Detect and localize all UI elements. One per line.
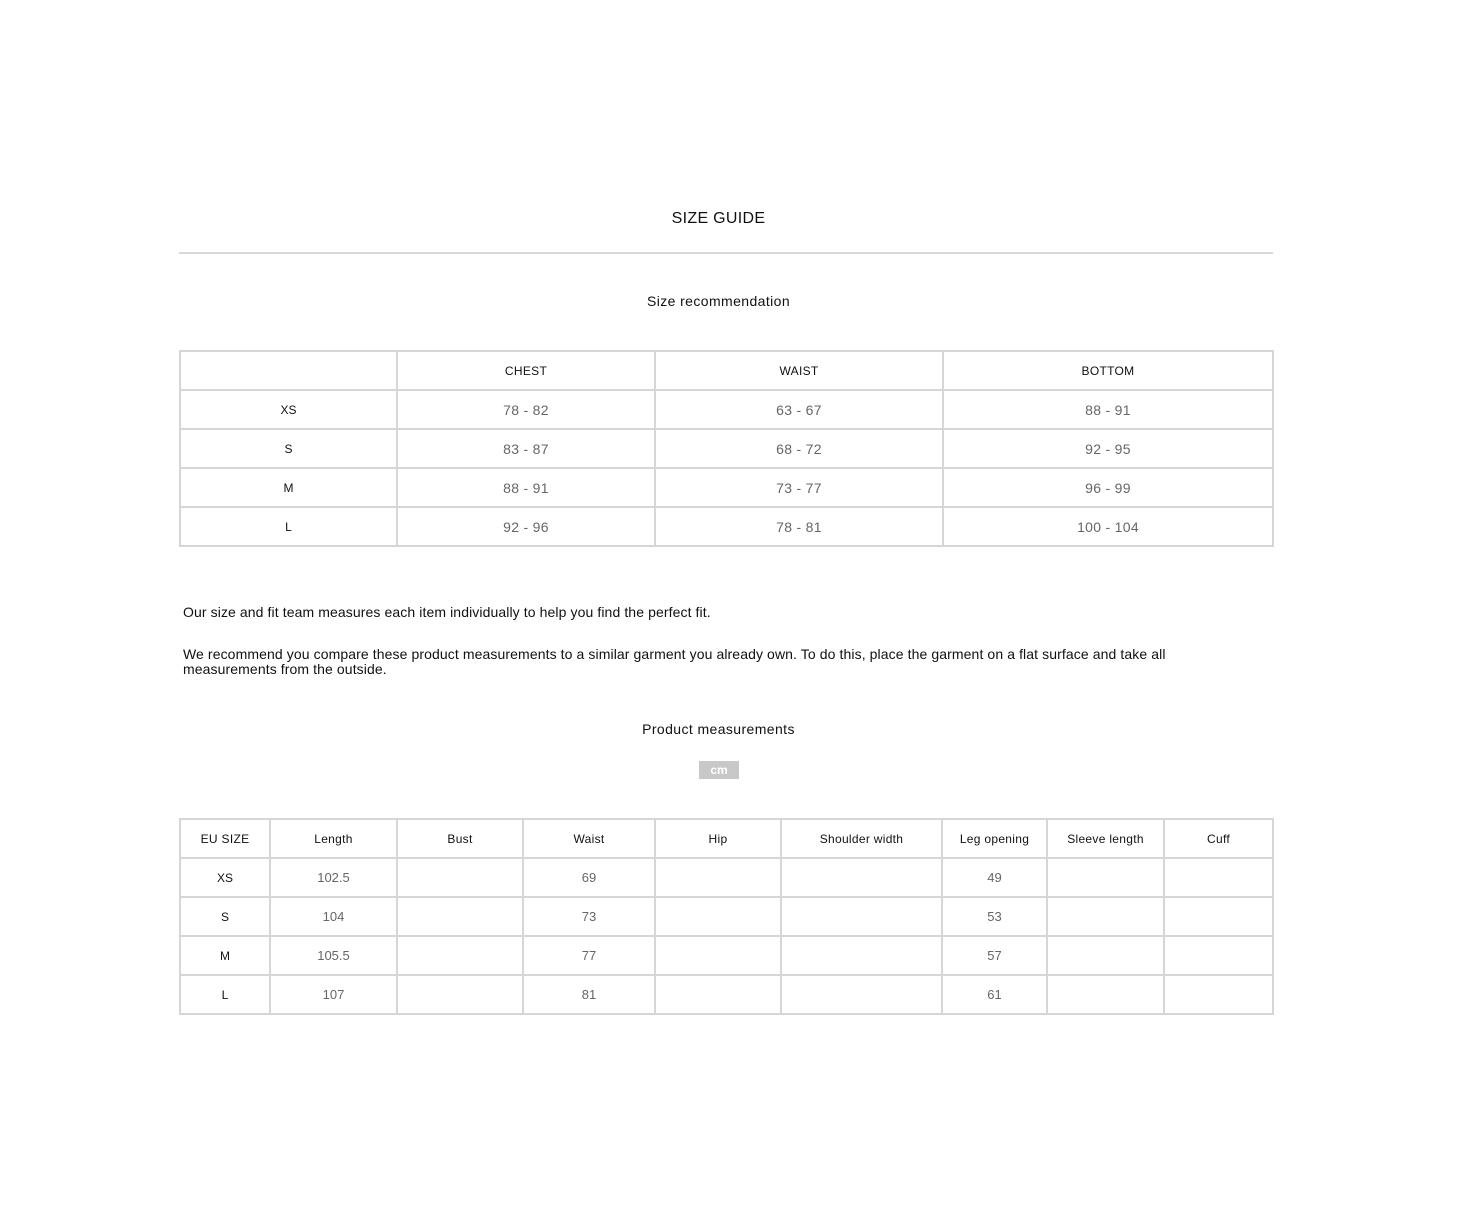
header-cell-cuff: Cuff [1164,819,1273,858]
length-cell: 105.5 [270,936,397,975]
table-row [180,429,1273,468]
hip-cell [655,858,781,897]
leg-opening-cell: 53 [942,897,1047,936]
bottom-cell: 88 - 91 [943,390,1273,429]
header-cell-bottom: BOTTOM [943,351,1273,390]
header-cell-bust: Bust [397,819,523,858]
hip-cell [655,936,781,975]
title-divider [179,252,1273,254]
cuff-cell [1164,897,1273,936]
sleeve-length-cell [1047,897,1164,936]
waist-cell: 81 [523,975,655,1014]
header-cell-leg-opening: Leg opening [942,819,1047,858]
cuff-cell [1164,858,1273,897]
waist-cell: 78 - 81 [655,507,943,546]
bust-cell [397,858,523,897]
waist-cell: 77 [523,936,655,975]
size-cell: L [180,507,397,546]
size-cell: M [180,468,397,507]
length-cell: 104 [270,897,397,936]
unit-toggle-cm[interactable]: cm [699,761,739,779]
header-cell-sleeve-length: Sleeve length [1047,819,1164,858]
page-title: SIZE GUIDE [671,210,766,227]
waist-cell: 69 [523,858,655,897]
measuring-instructions-paragraph: We recommend you compare these product measurements to a similar garment you already own. To do this, place the garment on a flat surface and take all measurements from the outside. [183,646,1166,677]
header-cell-waist: WAIST [655,351,943,390]
table-header-row [180,351,1273,390]
cuff-cell [1164,975,1273,1014]
waist-cell: 63 - 67 [655,390,943,429]
bust-cell [397,936,523,975]
cuff-cell [1164,936,1273,975]
header-cell-length: Length [270,819,397,858]
chest-cell: 78 - 82 [397,390,655,429]
table-row [180,507,1273,546]
table-row [180,858,1273,897]
header-cell-waist: Waist [523,819,655,858]
size-cell: XS [180,390,397,429]
table-row [180,936,1273,975]
sleeve-length-cell [1047,936,1164,975]
product-measurements-table [179,818,1274,1015]
sleeve-length-cell [1047,975,1164,1014]
bust-cell [397,897,523,936]
length-cell: 107 [270,975,397,1014]
bottom-cell: 96 - 99 [943,468,1273,507]
shoulder-width-cell [781,897,942,936]
header-cell-shoulder-width: Shoulder width [781,819,942,858]
leg-opening-cell: 49 [942,858,1047,897]
product-measurements-heading: Product measurements [642,721,795,737]
table-row [180,975,1273,1014]
hip-cell [655,897,781,936]
table-row [180,468,1273,507]
size-recommendation-heading: Size recommendation [647,293,790,309]
shoulder-width-cell [781,936,942,975]
shoulder-width-cell [781,858,942,897]
size-cell: S [180,429,397,468]
table-row [180,897,1273,936]
eu-size-cell: L [180,975,270,1014]
size-recommendation-table [179,350,1274,547]
shoulder-width-cell [781,975,942,1014]
header-cell-hip: Hip [655,819,781,858]
length-cell: 102.5 [270,858,397,897]
eu-size-cell: XS [180,858,270,897]
fit-note-paragraph: Our size and fit team measures each item individually to help you find the perfect fit. [183,604,711,620]
eu-size-cell: M [180,936,270,975]
header-cell-eu-size: EU SIZE [180,819,270,858]
bottom-cell: 92 - 95 [943,429,1273,468]
waist-cell: 73 - 77 [655,468,943,507]
chest-cell: 88 - 91 [397,468,655,507]
table-header-row [180,819,1273,858]
bottom-cell: 100 - 104 [943,507,1273,546]
waist-cell: 73 [523,897,655,936]
header-cell-blank [180,351,397,390]
chest-cell: 92 - 96 [397,507,655,546]
sleeve-length-cell [1047,858,1164,897]
bust-cell [397,975,523,1014]
table-row [180,390,1273,429]
hip-cell [655,975,781,1014]
header-cell-chest: CHEST [397,351,655,390]
eu-size-cell: S [180,897,270,936]
leg-opening-cell: 61 [942,975,1047,1014]
waist-cell: 68 - 72 [655,429,943,468]
chest-cell: 83 - 87 [397,429,655,468]
leg-opening-cell: 57 [942,936,1047,975]
